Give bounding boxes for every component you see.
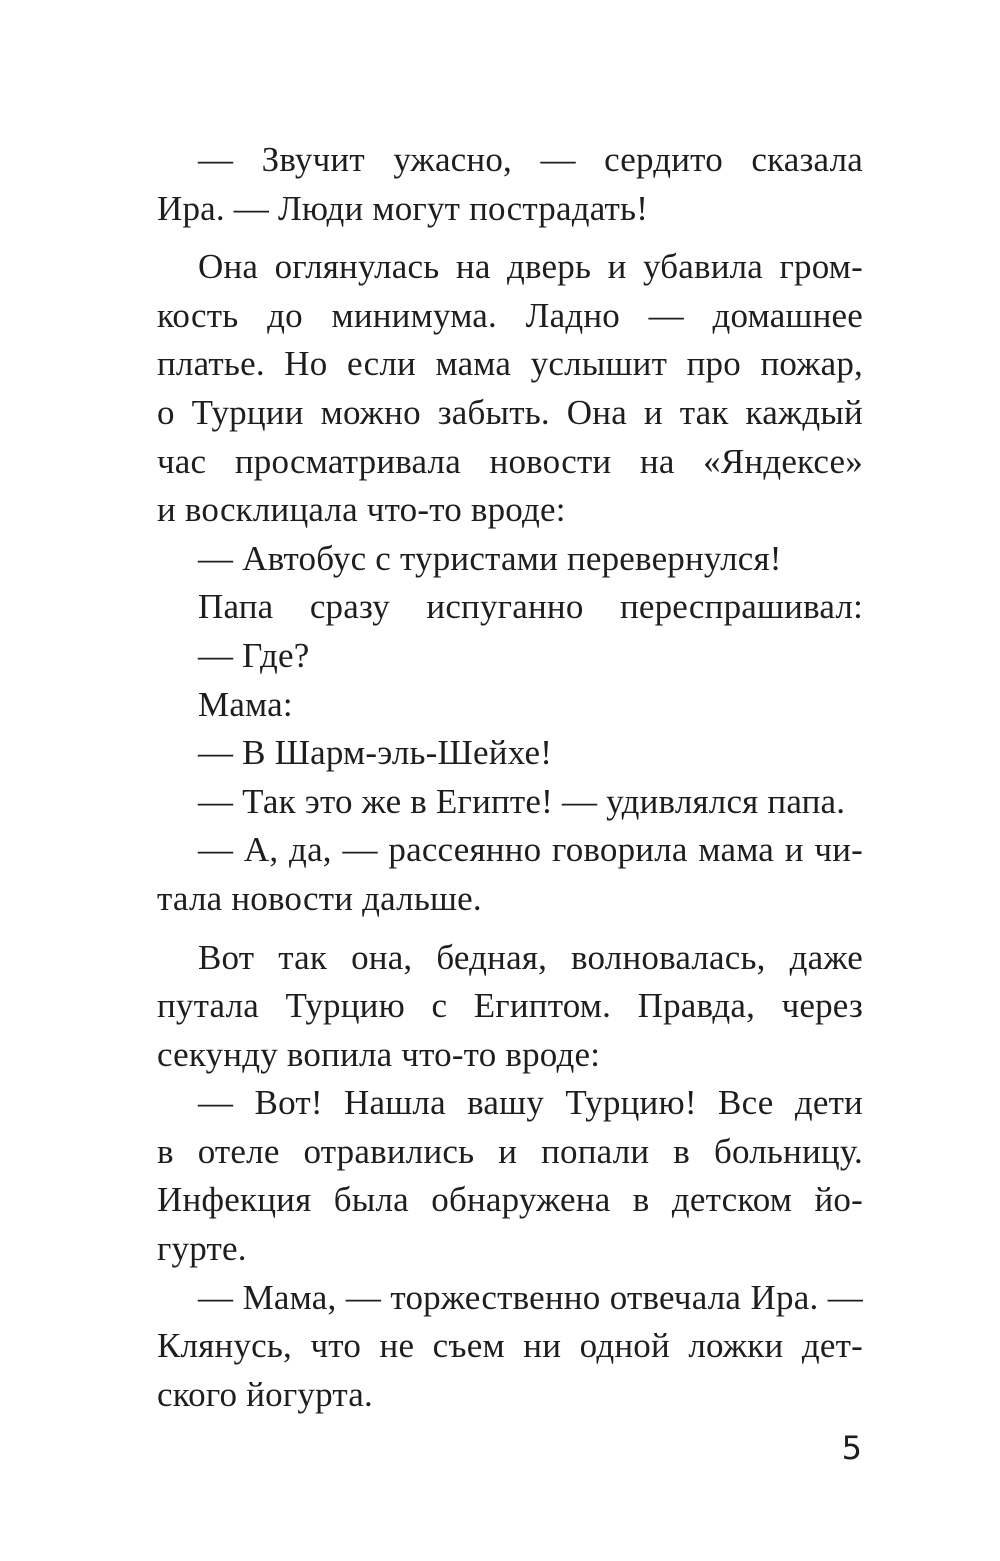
text-line: — Мама, — торжественно отвечала Ира. — [198, 1277, 863, 1317]
paragraph [157, 1274, 863, 1420]
text-line: Мама: [198, 684, 293, 724]
text-line: — Звучит ужасно, — сердито сказала [198, 140, 863, 179]
paragraph [157, 632, 863, 681]
text-line: Вот так она, бедная, волновалась, даже [198, 937, 863, 977]
text-line: платье. Но если мама услышит про пожар, [157, 344, 863, 384]
text-line: кость до минимума. Ладно — домашнее [157, 295, 863, 335]
paragraph [157, 243, 863, 535]
paragraph [157, 729, 863, 778]
text-line: — В Шарм-эль-Шейхе! [198, 733, 553, 773]
paragraph [157, 583, 863, 632]
text-line: Папа сразу испуганно переспрашивал: [198, 587, 863, 627]
text-line: тала новости дальше. [157, 878, 482, 918]
paragraph [157, 934, 863, 1080]
text-line: — Автобус с туристами перевернулся! [198, 538, 782, 578]
text-line: о Турции можно забыть. Она и так каждый [157, 392, 863, 432]
text-line: Инфекция была обнаружена в детском йо- [157, 1180, 863, 1220]
text-line: путала Турцию с Египтом. Правда, через [157, 986, 863, 1026]
paragraph [157, 778, 863, 827]
text-line: — Так это же в Египте! — удивлялся папа. [198, 781, 846, 821]
text-line: Ира. — Люди могут пострадать! [157, 188, 649, 228]
text-line: в отеле отравились и попали в больницу. [157, 1131, 863, 1171]
text-line: секунду вопила что-то вроде: [157, 1034, 601, 1074]
text-line: и восклицала что-то вроде: [157, 490, 566, 530]
text-line: — А, да, — рассеянно говорила мама и чи- [198, 830, 863, 870]
paragraph [157, 1079, 863, 1273]
paragraph [157, 826, 863, 923]
paragraph [157, 535, 863, 584]
body-text [157, 136, 863, 1419]
text-line: Клянусь, что не съем ни одной ложки дет- [157, 1326, 863, 1366]
text-line: час просматривала новости на «Яндексе» [157, 441, 863, 481]
text-line: Она оглянулась на дверь и убавила гром- [198, 247, 863, 287]
paragraph [157, 136, 863, 233]
text-line: — Где? [198, 635, 310, 675]
paragraph [157, 681, 863, 730]
text-line: гурте. [157, 1229, 247, 1269]
text-line: ского йогурта. [157, 1374, 373, 1414]
page-number: 5 [841, 1429, 862, 1467]
text-line: — Вот! Нашла вашу Турцию! Все дети [198, 1083, 863, 1123]
